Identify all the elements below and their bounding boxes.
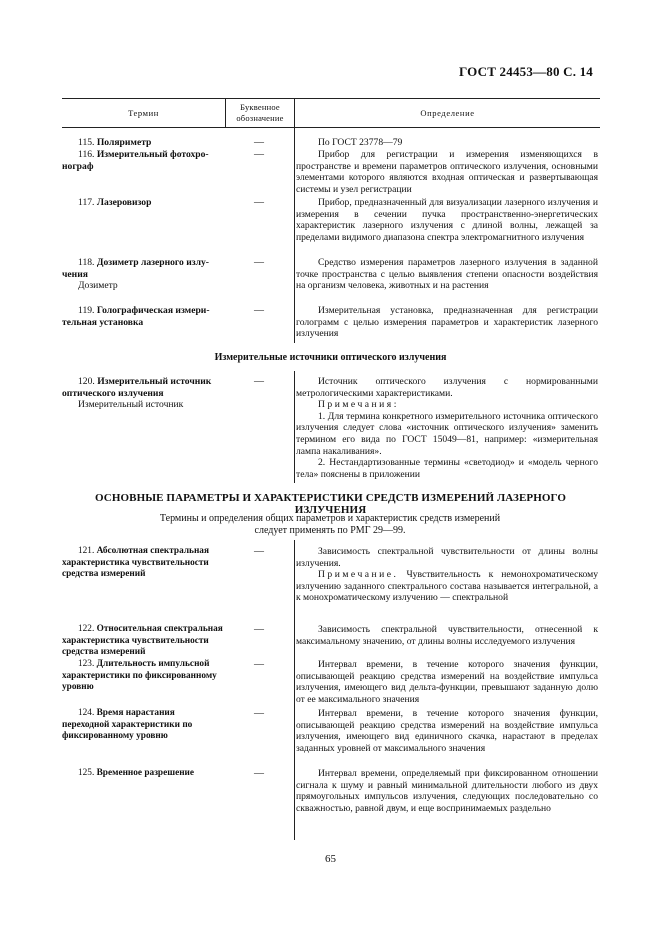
term-cell: 125. Временное разрешение [78, 768, 195, 778]
abbr-cell: — [254, 305, 264, 316]
abbr-cell: — [254, 546, 264, 557]
abbr-cell: — [254, 768, 264, 779]
term-cell: 122. Относительная спектральная характеристика чувствительности средства измерений [62, 624, 223, 658]
definition-left-rule [294, 540, 295, 840]
definition-cell: Зависимость спектральной чувствительности от длины волны излучения. Примечание. Чувствительность к немонохроматическому излучению заданного спектрального состава называется интегральной, а к монохроматическому излучению — спектральной [296, 546, 598, 604]
column-head-definition: Определение [420, 108, 475, 118]
abbr-cell: — [254, 149, 264, 160]
term-cell: 116. Измерительный фотохро- нограф [62, 149, 209, 172]
abbr-cell: — [254, 376, 264, 387]
abbr-cell: — [254, 624, 264, 635]
note-label: Примечание. [318, 569, 399, 581]
page-number: 65 [325, 853, 336, 865]
notes-label: Примечания: [318, 399, 399, 411]
term-cell: 115. Поляриметр [78, 137, 152, 148]
definition-left-rule [294, 128, 295, 343]
column-head-abbr: Буквенное обозначение [236, 102, 284, 123]
term-cell: 119. Голографическая измери- тельная установка [62, 305, 210, 328]
definition-cell: Интервал времени, в течение которого значения функции, описывающей реакцию средства измерений на воздействие импульса излучения, имеющего вид единичного скачка, нарастают в пределах заданных уровней от максимального значения [296, 708, 598, 754]
column-head-term: Термин [128, 108, 159, 118]
intro-line: следует применять по РМГ 29—99. [254, 525, 406, 536]
table-top-rule [62, 98, 600, 99]
abbr-cell: — [254, 257, 264, 268]
definition-cell: Источник оптического излучения с нормированными метрологическими характеристиками. Примечания: 1. Для термина конкретного измерительного источника оптического излучения следует слова «источник оптического излучения» заменить термином его вида по ГОСТ 15049—81, например: «измерительная лампа накаливания». 2. Нестандартизованные термины «светодиод» и «модель черного тела» пояснены в приложении [296, 376, 598, 480]
definition-cell: Средство измерения параметров лазерного излучения в заданной точке пространства с целью выявления степени опасности воздействия на организм человека, животных и на растения [296, 257, 598, 292]
definition-cell: Прибор, предназначенный для визуализации лазерного излучения и измерения в сечении пучка пространственно-энергетических характеристик лазерного излучения с длиной волны, лежащей за пределами видимого диапазона спектра электромагнитного излучения [296, 197, 598, 243]
subsection-heading: Измерительные источники оптического излучения [214, 352, 447, 363]
definition-cell: По ГОСТ 23778—79 [318, 137, 403, 148]
term-cell: 120. Измерительный источник оптического излучения Измерительный источник [62, 376, 212, 411]
definition-cell: Интервал времени, в течение которого значения функции, описывающей реакцию средства измерений на воздействие импульса излучения, имеющего вид дельта-функции, превышают заданную долю от ее максимального значения [296, 659, 598, 705]
abbr-cell: — [254, 137, 264, 148]
definition-cell: Интервал времени, определяемый при фиксированном отношении сигнала к шуму и равный минимальной длительности любого из двух прямоугольных импульсов излучения, следующих последовательно со скважностью, равной двум, и еще воспринимаемых раздельно [296, 768, 598, 814]
table-head-bottom-rule [62, 127, 600, 128]
definition-cell: Прибор для регистрации и измерения изменяющихся в пространстве и времени параметров оптического излучения, основными элементами которого являются входная оптическая и развертывающая системы и узел регистрации [296, 149, 598, 195]
abbr-cell: — [254, 197, 264, 208]
term-cell: 123. Длительность импульсной характеристики по фиксированному уровню [62, 659, 217, 693]
abbr-cell: — [254, 708, 264, 719]
section-title: ОСНОВНЫЕ ПАРАМЕТРЫ И ХАРАКТЕРИСТИКИ СРЕДСТВ ИЗМЕРЕНИЙ ЛАЗЕРНОГО ИЗЛУЧЕНИЯ [94, 492, 567, 516]
term-cell: 121. Абсолютная спектральная характеристика чувствительности средства измерений [62, 546, 209, 580]
term-cell: 118. Дозиметр лазерного излу- чения Дозиметр [62, 257, 210, 292]
abbr-cell: — [254, 659, 264, 670]
page-header: ГОСТ 24453—80 С. 14 [459, 64, 593, 79]
intro-line: Термины и определения общих параметров и характеристик средств измерений [159, 513, 501, 524]
term-cell: 124. Время нарастания переходной характеристики по фиксированному уровню [62, 708, 193, 742]
definition-left-rule [294, 371, 295, 483]
definition-cell: Измерительная установка, предназначенная для регистрации голограмм с целью измерения параметров и характеристик лазерного излучения [296, 305, 598, 340]
definition-cell: Зависимость спектральной чувствительности, отнесенной к максимальному значению, от длины волны исследуемого излучения [296, 624, 598, 647]
term-cell: 117. Лазеровизор [78, 197, 152, 208]
